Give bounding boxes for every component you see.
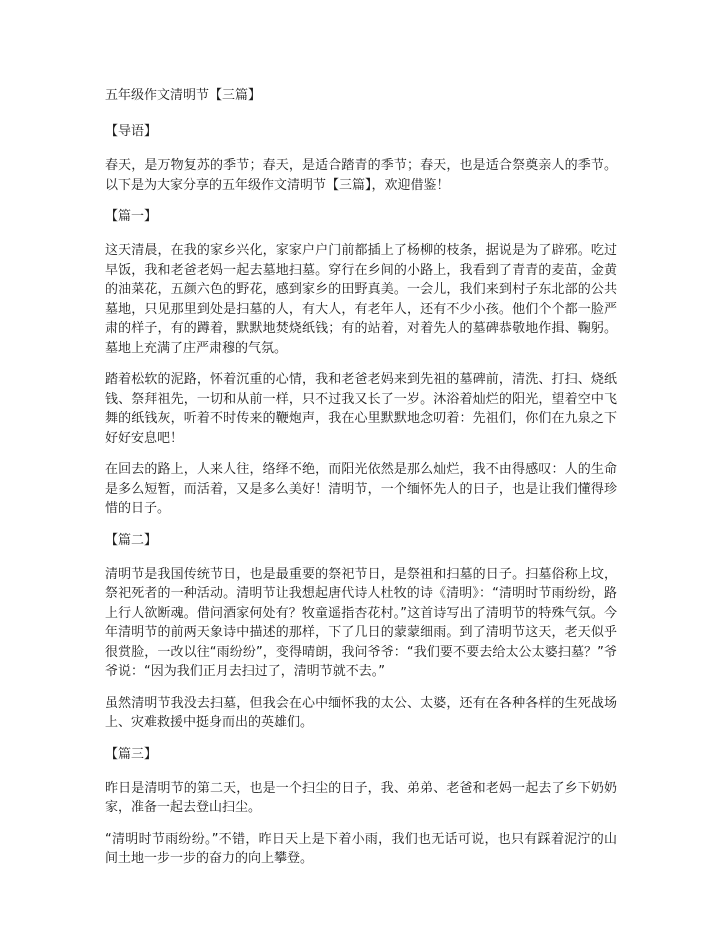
section-1-paragraph-1: 这天清晨，在我的家乡兴化，家家户户门前都插上了杨柳的枝条，据说是为了辟邪。吃过早饭，我和老爸老妈一起去墓地扫墓。穿行在乡间的小路上，我看到了青青的麦苗，金黄的油菜花，五颜六色的野花，感到家乡的田野真美。一会儿，我们来到村子东北部的公共墓地，只见那里到处是扫墓的人，有大人，有老年人，还有不少小孩。他们个个都一脸严肃的样子，有的蹲着，默默地焚烧纸钱；有的站着，对着先人的墓碑恭敬地作揖、鞠躬。墓地上充满了庄严肃穆的气氛。	[105, 243, 617, 356]
section-2-heading: 【篇二】	[105, 532, 158, 548]
section-3-paragraph-2: “清明时节雨纷纷。”不错，昨日天上是下着小雨，我们也无话可说，也只有踩着泥泞的山间土地一步一步的奋力的向上攀登。	[105, 831, 617, 866]
section-3-paragraph-1: 昨日是清明节的第二天，也是一个扫尘的日子，我、弟弟、老爸和老妈一起去了乡下奶奶家，准备一起去登山扫尘。	[105, 780, 617, 815]
section-1-paragraph-2: 踏着松软的泥路，怀着沉重的心情，我和老爸老妈来到先祖的墓碑前，清洗、打扫、烧纸钱、祭拜祖先，一切和从前一样，只不过我又长了一岁。沐浴着灿烂的阳光，望着空中飞舞的纸钱灰，听着不时传来的鞭炮声，我在心里默默地念叨着：先祖们，你们在九泉之下好好安息吧！	[105, 372, 617, 446]
section-3-heading: 【篇三】	[105, 746, 158, 762]
section-1-heading: 【篇一】	[105, 209, 158, 224]
section-1-paragraph-3: 在回去的路上，人来人往，络绎不绝，而阳光依然是那么灿烂，我不由得感叹：人的生命是多么短暂，而活着，又是多么美好！清明节，一个缅怀先人的日子，也是让我们懂得珍惜的日子。	[105, 462, 617, 516]
document-title: 五年级作文清明节【三篇】	[105, 88, 262, 103]
guide-heading: 【导语】	[105, 124, 158, 139]
section-2-paragraph-1: 清明节是我国传统节日，也是最重要的祭祀节日，是祭祖和扫墓的日子。扫墓俗称上坟，祭祀死者的一种活动。清明节让我想起唐代诗人杜牧的诗《清明》：“清明时节雨纷纷，路上行人欲断魂。借问酒家何处有？牧童遥指杏花村。”这首诗写出了清明节的特殊气氛。今年清明节的前两天象诗中描述的那样，下了几日的蒙蒙细雨。到了清明节这天，老天似乎很赏脸，一改以往“雨纷纷”，变得晴朗，我问爷爷：“我们要不要去给太公太婆扫墓？”爷爷说：“因为我们正月去扫过了，清明节就不去。”	[105, 566, 617, 679]
section-2-paragraph-2: 虽然清明节我没去扫墓，但我会在心中缅怀我的太公、太婆，还有在各种各样的生死战场上、灾难救援中挺身而出的英雄们。	[105, 695, 617, 730]
document-page	[105, 86, 617, 881]
guide-paragraph: 春天，是万物复苏的季节；春天，是适合踏青的季节；春天，也是适合祭奠亲人的季节。以下是为大家分享的五年级作文清明节【三篇】，欢迎借鉴！	[105, 158, 617, 193]
